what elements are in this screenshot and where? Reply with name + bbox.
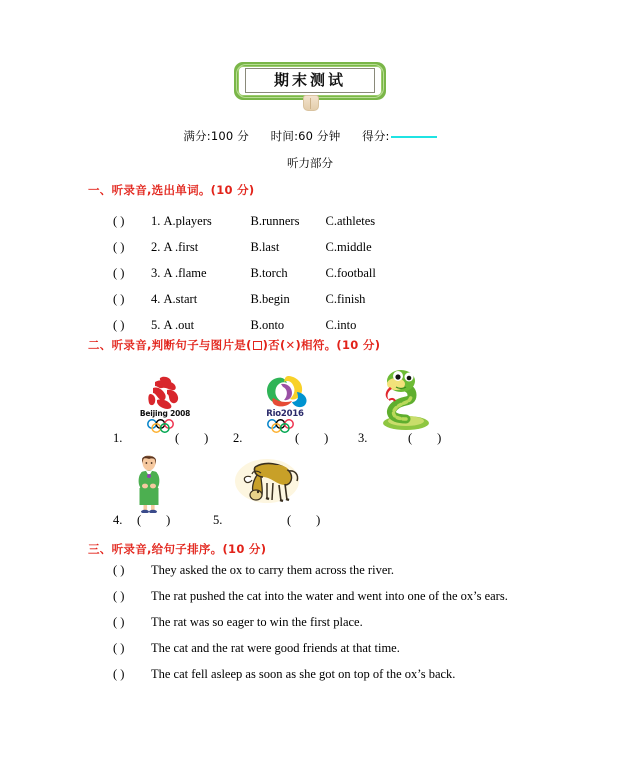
picture-number: 3. (358, 431, 368, 445)
beijing-2008-caption: Beijing 2008 (139, 409, 191, 418)
option-a[interactable]: A .first (163, 240, 199, 254)
rio-2016-caption: Rio2016 (266, 409, 304, 419)
question-number: 4. (151, 292, 161, 306)
woman-in-green-dress-icon (129, 451, 169, 518)
score-info-line (0, 128, 620, 144)
option-a[interactable]: A.start (163, 292, 198, 306)
question-number: 1. (151, 214, 161, 228)
sentence-text: The rat pushed the cat into the water and went into one of the ox’s ears. (151, 589, 508, 603)
option-c[interactable]: C.middle (325, 240, 372, 254)
picture-answer-bracket[interactable]: ( ) (408, 431, 442, 445)
option-c[interactable]: C.finish (325, 292, 366, 306)
answer-bracket[interactable]: ( ) (113, 318, 125, 332)
option-b[interactable]: B.onto (250, 318, 285, 332)
section-2-picture-row-2 (0, 446, 620, 528)
picture-number: 2. (233, 431, 243, 445)
answer-bracket[interactable]: ( ) (113, 292, 125, 306)
order-bracket[interactable]: ( ) (113, 589, 125, 603)
sentence-row (113, 557, 583, 583)
section-2-picture-row-1 (0, 358, 620, 446)
green-snake-cartoon-icon (376, 369, 432, 436)
woman-svg (129, 451, 169, 513)
question-row (113, 286, 563, 312)
picture-number: 4. (113, 513, 123, 527)
score-blank-field[interactable] (391, 135, 437, 138)
option-c[interactable]: C.athletes (325, 214, 376, 228)
option-a[interactable]: A.players (163, 214, 212, 228)
option-c[interactable]: C.into (325, 318, 357, 332)
checkbox-glyph-icon (253, 341, 262, 350)
option-b[interactable]: B.last (250, 240, 280, 254)
question-number: 3. (151, 266, 161, 280)
sentence-text: They asked the ox to carry them across the river. (151, 563, 394, 577)
title-banner (0, 62, 620, 102)
rio-figures-icon (259, 374, 311, 410)
section-1-question-list (113, 208, 563, 338)
question-row (113, 260, 563, 286)
picture-answer-bracket[interactable]: ( ) (175, 431, 209, 445)
snake-svg (376, 369, 432, 431)
section-2-heading (88, 337, 380, 353)
option-c[interactable]: C.football (325, 266, 376, 280)
exam-title: 期末测试 (273, 71, 346, 89)
order-bracket[interactable]: ( ) (113, 667, 125, 681)
banner-tab-decoration (303, 95, 319, 111)
option-b[interactable]: B.runners (250, 214, 300, 228)
answer-bracket[interactable]: ( ) (113, 240, 125, 254)
beijing-2008-olympic-logo-icon (137, 376, 193, 432)
banner-inner-box (245, 68, 375, 93)
sentence-row (113, 609, 583, 635)
picture-item-5 (213, 446, 353, 528)
answer-bracket[interactable]: ( ) (113, 214, 125, 228)
question-number: 5. (151, 318, 161, 332)
sentence-text: The cat fell asleep as soon as she got on top of the ox’s back. (151, 667, 456, 681)
score-label: 得分: (362, 129, 390, 143)
sentence-row (113, 661, 583, 687)
option-b[interactable]: B.torch (250, 266, 288, 280)
picture-answer-bracket[interactable]: ( ) (137, 513, 171, 527)
section-3-sentence-list (113, 557, 583, 687)
listening-part-heading: 听力部分 (287, 156, 333, 170)
picture-number: 1. (113, 431, 123, 445)
full-marks-label: 满分:100 分 (183, 129, 249, 143)
picture-answer-bracket[interactable]: ( ) (287, 513, 321, 527)
rio-2016-olympic-logo-icon (255, 374, 315, 432)
option-a[interactable]: A .out (163, 318, 195, 332)
section-2-heading-part2: )否(✕)相符。(10 分) (262, 338, 381, 352)
question-row (113, 312, 563, 338)
golden-ox-grazing-icon (231, 455, 303, 516)
option-b[interactable]: B.begin (250, 292, 290, 306)
picture-item-1 (113, 358, 233, 446)
section-2-heading-part1: 二、听录音,判断句子与图片是( (88, 338, 252, 352)
order-bracket[interactable]: ( ) (113, 563, 125, 577)
sentence-text: The rat was so eager to win the first place. (151, 615, 363, 629)
time-limit-label: 时间:60 分钟 (270, 129, 341, 143)
question-number: 2. (151, 240, 161, 254)
answer-bracket[interactable]: ( ) (113, 266, 125, 280)
beijing-dancing-figure-icon (147, 376, 183, 410)
section-3-heading: 三、听录音,给句子排序。(10 分) (88, 542, 267, 556)
picture-item-2 (233, 358, 358, 446)
picture-item-3 (358, 358, 478, 446)
option-a[interactable]: A .flame (163, 266, 207, 280)
sentence-text: The cat and the rat were good friends at that time. (151, 641, 400, 655)
order-bracket[interactable]: ( ) (113, 641, 125, 655)
question-row (113, 208, 563, 234)
sentence-row (113, 583, 583, 609)
question-row (113, 234, 563, 260)
sentence-row (113, 635, 583, 661)
picture-answer-bracket[interactable]: ( ) (295, 431, 329, 445)
order-bracket[interactable]: ( ) (113, 615, 125, 629)
picture-number: 5. (213, 513, 223, 527)
section-1-heading: 一、听录音,选出单词。(10 分) (88, 183, 255, 197)
ox-svg (231, 455, 303, 511)
